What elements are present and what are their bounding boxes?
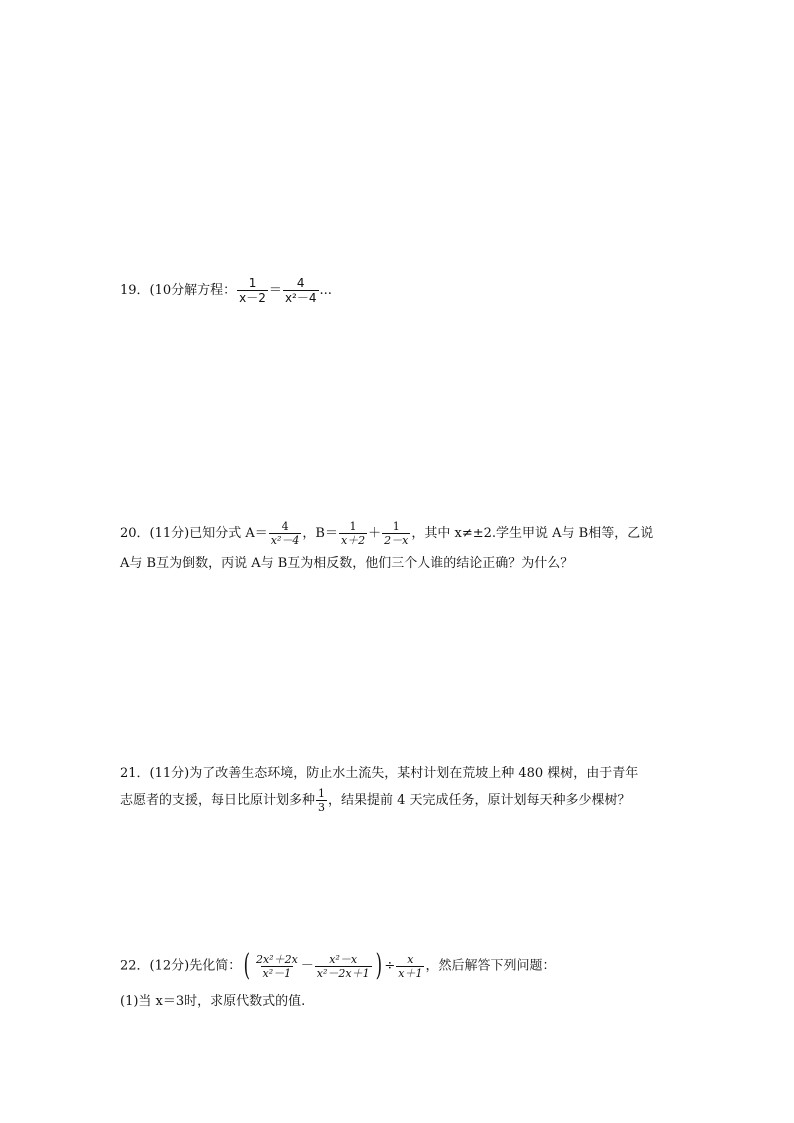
numerator: 4: [296, 276, 305, 290]
numerator: 4: [281, 520, 289, 533]
question-number: 21．: [120, 766, 150, 781]
question-21: [120, 767, 638, 780]
denominator: x＋2: [340, 534, 366, 547]
text-segment: ，B＝: [302, 526, 338, 541]
denominator: x²－4: [284, 291, 317, 305]
denominator: x²－2x＋1: [316, 966, 370, 980]
division-sign: ÷: [384, 958, 396, 974]
fraction: [237, 277, 268, 304]
denominator: 3: [318, 801, 326, 814]
numerator: 1: [392, 520, 400, 533]
denominator: x²－1: [262, 966, 292, 980]
question-suffix: ...: [319, 283, 332, 298]
question-22: [120, 948, 556, 983]
numerator: x²－x: [329, 952, 358, 966]
fraction-3: [396, 954, 424, 979]
fraction-one-third: [316, 788, 327, 813]
question-number: 22．: [120, 958, 150, 974]
numerator: x: [407, 952, 414, 966]
question-number: 20．: [120, 526, 150, 541]
question-prefix: (12分)先化简：: [149, 958, 242, 974]
denominator: x－2: [239, 291, 266, 305]
numerator: 1: [349, 520, 357, 533]
fraction-b2: [382, 521, 410, 546]
fraction-b1: [339, 521, 367, 546]
numerator: 2x²＋2x: [255, 952, 298, 966]
text-segment: 志愿者的支援，每日比原计划多种: [120, 793, 316, 808]
question-19: [120, 277, 332, 304]
text-segment: ，其中 x≠±2.学生甲说 A与 B相等，乙说: [411, 526, 654, 541]
fraction-2: [315, 954, 372, 979]
left-paren: (: [243, 948, 251, 983]
question-22-sub-1: (1)当 x＝3时，求原代数式的值.: [120, 994, 306, 1009]
fraction-a: [269, 521, 302, 546]
fraction: [283, 277, 319, 304]
equals-sign: ＝: [268, 283, 282, 298]
numerator: 1: [318, 787, 326, 800]
question-prefix: (10分解方程：: [149, 283, 237, 298]
question-20: [120, 521, 653, 546]
question-21-line-2: [120, 788, 631, 813]
question-prefix: (11分)已知分式 A＝: [149, 526, 268, 541]
plus-sign: ＋: [368, 526, 382, 541]
right-paren: ): [375, 948, 382, 983]
question-20-line-2: A与 B互为倒数，丙说 A与 B互为相反数，他们三个人谁的结论正确？为什么？: [120, 556, 574, 571]
question-suffix: ，然后解答下列问题：: [425, 958, 556, 974]
denominator: x²－4: [270, 534, 300, 547]
fraction-1: [254, 954, 300, 979]
question-line-1: (11分)为了改善生态环境，防止水土流失，某村计划在荒坡上种 480 棵树，由于青年: [149, 766, 639, 781]
denominator: 2－x: [384, 534, 409, 547]
denominator: x＋1: [398, 966, 423, 980]
minus-sign: －: [300, 958, 314, 974]
question-number: 19．: [120, 283, 150, 298]
text-segment: ，结果提前 4 天完成任务，原计划每天种多少棵树？: [328, 793, 631, 808]
numerator: 1: [248, 276, 257, 290]
